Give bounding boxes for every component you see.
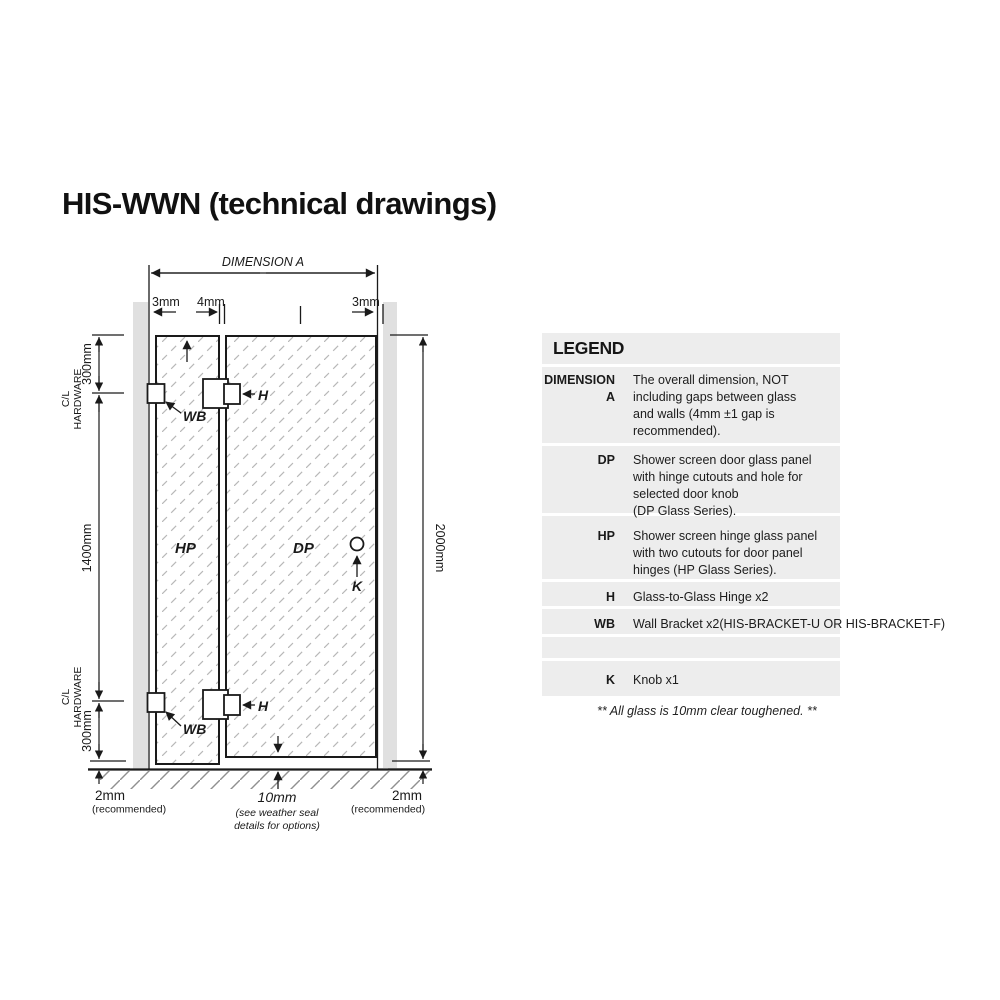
bottom-center-note-line1: (see weather seal xyxy=(235,807,319,819)
cl-hardware-top-line2: HARDWARE xyxy=(72,368,84,430)
wall-bracket-bottom-shape xyxy=(148,693,165,712)
desc-line: Shower screen door glass panel xyxy=(633,453,812,467)
wall-bracket-top-shape xyxy=(148,384,165,403)
legend-row-wb xyxy=(542,609,946,634)
desc-line: recommended). xyxy=(633,424,721,438)
desc-line: with two cutouts for door panel xyxy=(633,546,803,560)
floor-hatch xyxy=(100,771,430,789)
legend-desc xyxy=(633,589,840,606)
legend-term: WB xyxy=(594,617,615,631)
desc-line: and walls (4mm ±1 gap is xyxy=(633,407,775,421)
bottom-left-value: 2mm xyxy=(95,788,125,803)
legend-row-empty xyxy=(542,637,840,658)
left-dimension-chain xyxy=(88,335,130,784)
legend-row-dp xyxy=(542,446,840,518)
top-gap-dimensions xyxy=(154,304,383,324)
legend-term: DP xyxy=(597,453,615,467)
desc-line: hinges (HP Glass Series). xyxy=(633,563,777,577)
legend-row-hp xyxy=(542,516,840,579)
legend-desc xyxy=(633,528,840,579)
legend-panel xyxy=(542,333,946,696)
legend-term: K xyxy=(605,673,615,687)
desc-line: Wall Bracket x2(HIS-BRACKET-U OR HIS-BRACKET-F) xyxy=(633,617,946,631)
right-wall xyxy=(383,302,397,768)
legend-desc xyxy=(633,637,840,658)
knob-shape xyxy=(351,538,364,551)
cl-hardware-top-line1: C/L xyxy=(60,390,72,408)
legend-row-k xyxy=(542,661,840,696)
hinge-top-label: H xyxy=(258,387,269,403)
bottom-right-value: 2mm xyxy=(392,788,422,803)
dp-panel-label: DP xyxy=(293,540,314,557)
desc-line: Knob x1 xyxy=(633,673,679,687)
legend-term xyxy=(542,637,633,658)
desc-line: selected door knob xyxy=(633,487,739,501)
legend-row-h xyxy=(542,582,840,606)
desc-line: including gaps between glass xyxy=(633,390,797,404)
legend-title: LEGEND xyxy=(542,333,840,364)
dimension-a-label: DIMENSION A xyxy=(221,255,305,269)
bottom-center-note-line2: details for options) xyxy=(234,820,320,832)
bottom-center-value: 10mm xyxy=(257,789,297,805)
page-title: HIS-WWN (technical drawings) xyxy=(62,186,497,221)
hp-panel-label: HP xyxy=(175,540,196,557)
cl-hardware-bottom-line2: HARDWARE xyxy=(72,666,84,728)
legend-term: HP xyxy=(597,529,615,543)
legend-desc xyxy=(633,452,840,518)
left-wall xyxy=(133,302,148,769)
wall-bracket-top-label: WB xyxy=(183,408,207,424)
hinge-bottom-right-plate xyxy=(224,695,240,715)
dim-300-top-label: 300mm xyxy=(80,343,94,385)
gap-left-label: 3mm xyxy=(152,295,180,309)
desc-line: The overall dimension, NOT xyxy=(633,373,789,387)
legend-desc xyxy=(633,616,945,634)
dim-1400-label: 1400mm xyxy=(80,523,94,573)
legend-desc xyxy=(633,372,840,443)
desc-line: (DP Glass Series). xyxy=(633,504,737,518)
glass-footnote: ** All glass is 10mm clear toughened. ** xyxy=(597,704,817,718)
bottom-left-note: (recommended) xyxy=(92,803,167,816)
hinge-top-right-plate xyxy=(224,384,240,404)
bottom-right-note: (recommended) xyxy=(351,803,426,816)
legend-row-dimension-a xyxy=(542,367,840,443)
gap-right-label: 3mm xyxy=(352,295,380,309)
legend-desc xyxy=(633,672,840,696)
legend-term: H xyxy=(605,590,615,604)
desc-line: Shower screen hinge glass panel xyxy=(633,529,818,543)
knob-label: K xyxy=(351,578,363,594)
hinge-bottom-label: H xyxy=(258,698,269,714)
desc-line: with hinge cutouts and hole for xyxy=(633,470,803,484)
dim-300-bottom-label: 300mm xyxy=(80,710,94,752)
legend-term: DIMENSION A xyxy=(544,373,615,404)
desc-line: Glass-to-Glass Hinge x2 xyxy=(633,590,769,604)
wall-bracket-bottom-label: WB xyxy=(183,721,207,737)
gap-hinge-label: 4mm xyxy=(197,295,225,309)
cl-hardware-bottom-line1: C/L xyxy=(60,688,72,706)
dim-2000-label: 2000mm xyxy=(433,523,447,573)
